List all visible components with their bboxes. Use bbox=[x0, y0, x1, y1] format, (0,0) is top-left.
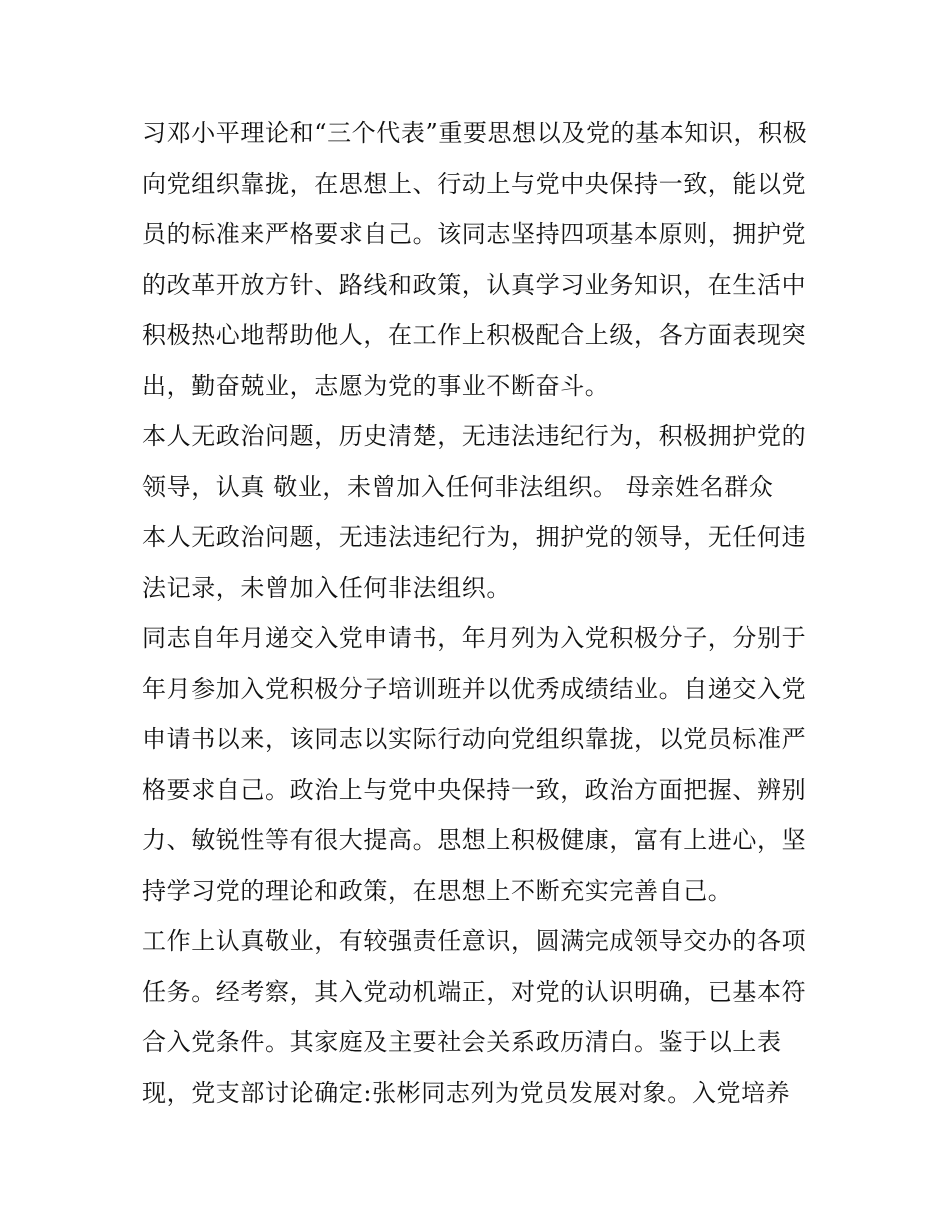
text-line: 同志自年月递交入党申请书，年月列为入党积极分子，分别于 bbox=[142, 624, 807, 652]
text-line: 本人无政治问题，无违法违纪行为，拥护党的领导，无任何违 bbox=[142, 523, 807, 551]
text-line: 向党组织靠拢，在思想上、行动上与党中央保持一致，能以党 bbox=[142, 169, 807, 198]
text-line: 本人无政治问题，历史清楚，无违法违纪行为，积极拥护党的 bbox=[142, 422, 807, 450]
document-body bbox=[142, 108, 822, 1118]
text-line: 工作上认真敬业，有较强责任意识，圆满完成领导交办的各项 bbox=[142, 927, 807, 955]
text-line: 任务。经考察，其入党动机端正，对党的认识明确，已基本符 bbox=[142, 977, 807, 1006]
text-line: 的改革开放方针、路线和政策，认真学习业务知识，在生活中 bbox=[142, 270, 807, 299]
text-line: 习邓小平理论和“三个代表”重要思想以及党的基本知识，积极 bbox=[142, 119, 808, 147]
text-line: 力、敏锐性等有很大提高。思想上积极健康，富有上进心，坚 bbox=[142, 826, 807, 854]
text-line: 出，勤奋兢业，志愿为党的事业不断奋斗。 bbox=[142, 371, 610, 400]
text-line: 积极热心地帮助他人，在工作上积极配合上级，各方面表现突 bbox=[142, 321, 807, 349]
text-line: 格要求自己。政治上与党中央保持一致，政治方面把握、辨别 bbox=[142, 775, 807, 804]
text-line: 持学习党的理论和政策，在思想上不断充实完善自己。 bbox=[142, 876, 733, 905]
text-line: 申请书以来，该同志以实际行动向党组织靠拢，以党员标准严 bbox=[142, 725, 807, 753]
text-line: 现，党支部讨论确定:张彬同志列为党员发展对象。入党培养 bbox=[142, 1078, 791, 1107]
text-line: 年月参加入党积极分子培训班并以优秀成绩结业。自递交入党 bbox=[142, 674, 807, 703]
text-line: 合入党条件。其家庭及主要社会关系政历清白。鉴于以上表 bbox=[142, 1028, 782, 1056]
text-line: 员的标准来严格要求自己。该同志坚持四项基本原则，拥护党 bbox=[142, 220, 807, 248]
text-line: 法记录，未曾加入任何非法组织。 bbox=[142, 573, 511, 602]
text-line: 领导，认真 敬业，未曾加入任何非法组织。 母亲姓名群众 bbox=[142, 472, 774, 501]
